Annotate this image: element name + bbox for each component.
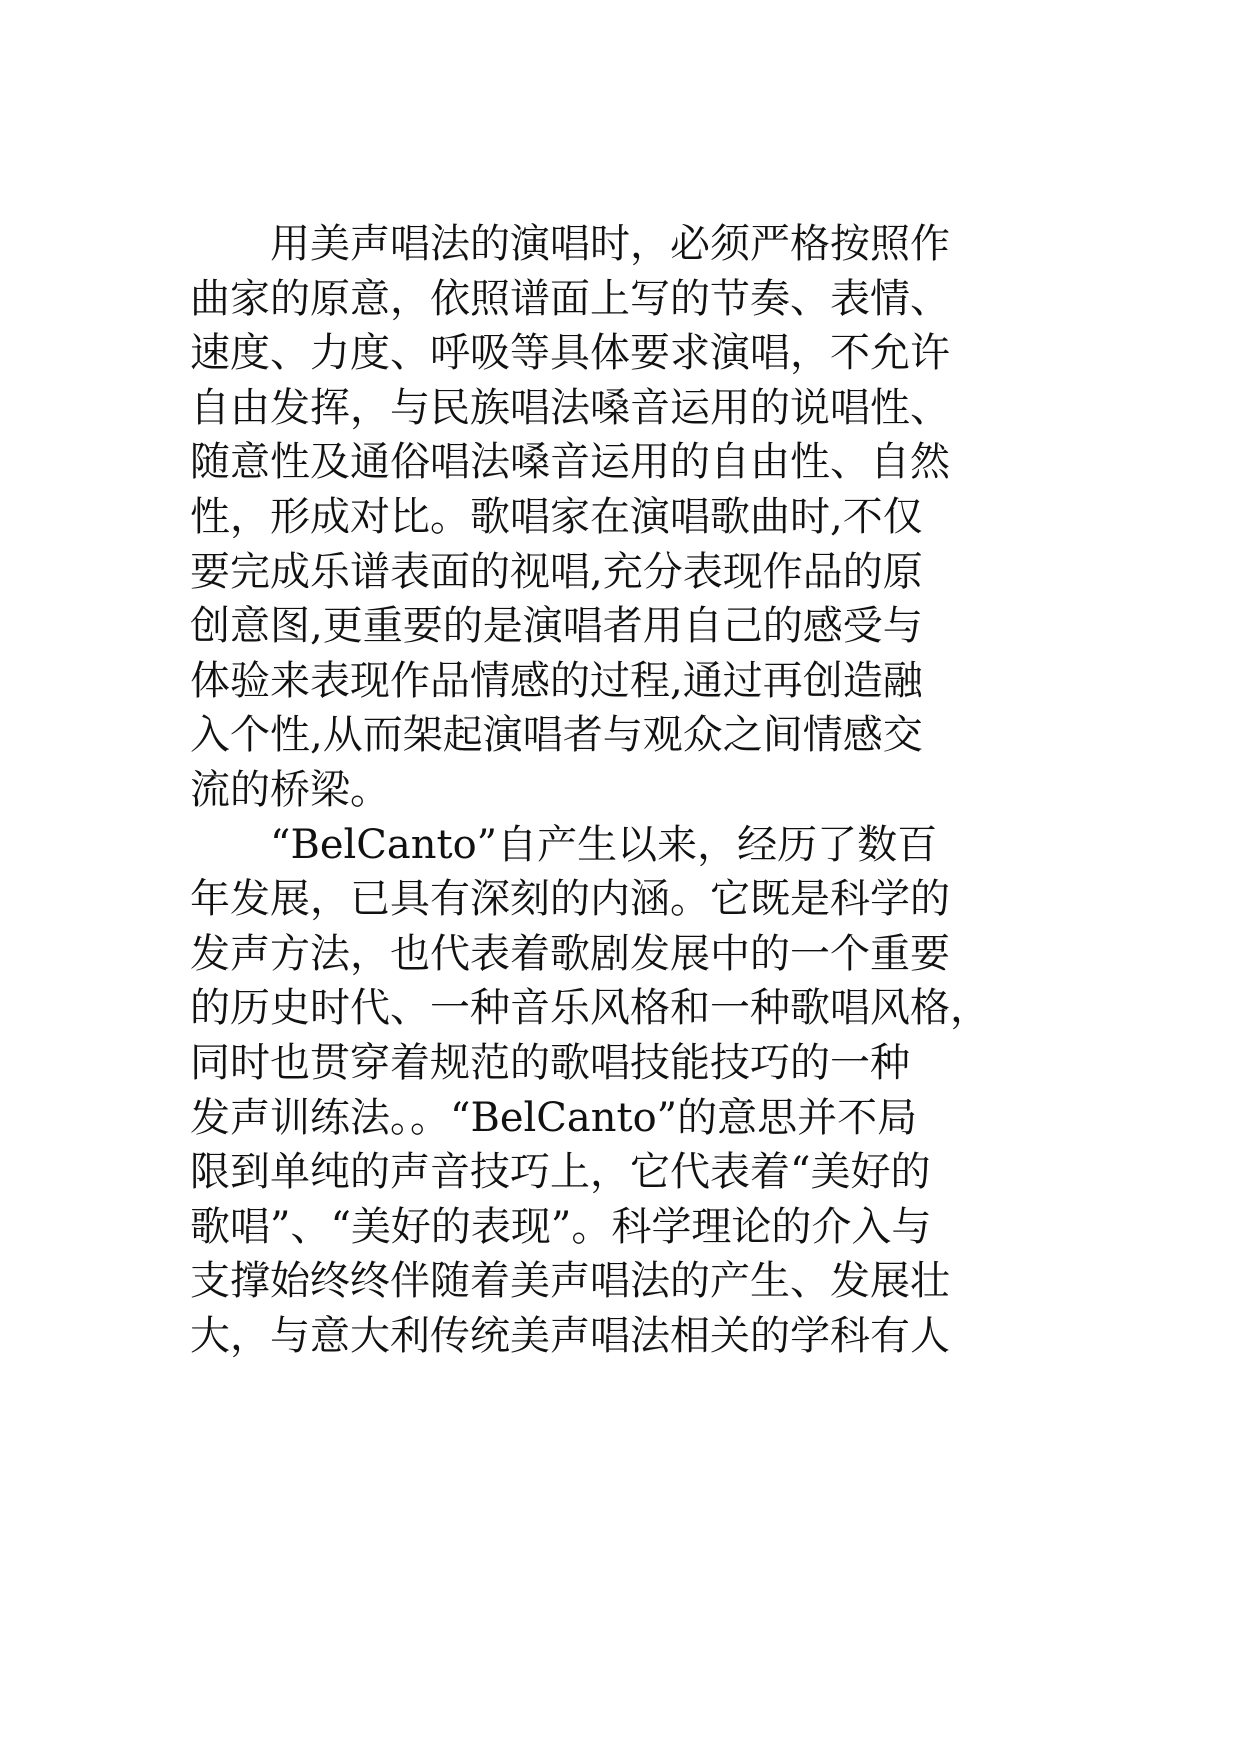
text-line: 入个性,从而架起演唱者与观众之间情感交 [190, 712, 923, 759]
text-line: 发声训练法。。“BelCanto”的意思并不局 [190, 1094, 918, 1141]
text-line: 自由发挥，与民族唱法嗓音运用的说唱性、 [190, 384, 950, 431]
text-line: 限到单纯的声音技巧上，它代表着“美好的 [190, 1149, 931, 1196]
text-line: 用美声唱法的演唱时，必须严格按照作 [270, 221, 950, 267]
text-line: 曲家的原意，依照谱面上写的节奏、表情、 [190, 275, 950, 322]
text-line: 体验来表现作品情感的过程,通过再创造融 [190, 657, 923, 704]
text-line: 性，形成对比。歌唱家在演唱歌曲时,不仅 [190, 493, 923, 540]
text-line: 发声方法，也代表着歌剧发展中的一个重要 [190, 930, 950, 977]
paragraph-1 [190, 217, 1090, 818]
text-line: 支撑始终终伴随着美声唱法的产生、发展壮 [190, 1258, 950, 1305]
text-line: “BelCanto”自产生以来，经历了数百 [270, 821, 938, 868]
text-line: 同时也贯穿着规范的歌唱技能技巧的一种 [190, 1039, 910, 1086]
text-line: 随意性及通俗唱法嗓音运用的自由性、自然 [190, 439, 950, 486]
text-line: 的历史时代、一种音乐风格和一种歌唱风格， [190, 985, 990, 1032]
text-line: 要完成乐谱表面的视唱,充分表现作品的原 [190, 548, 923, 595]
body-text [190, 217, 1090, 1363]
text-line: 大，与意大利传统美声唱法相关的学科有人 [190, 1312, 950, 1359]
text-line: 年发展，已具有深刻的内涵。它既是科学的 [190, 876, 950, 923]
text-line: 创意图,更重要的是演唱者用自己的感受与 [190, 603, 923, 650]
text-line: 流的桥梁。 [190, 766, 390, 813]
text-line: 速度、力度、呼吸等具体要求演唱，不允许 [190, 330, 950, 377]
text-line: 歌唱”、“美好的表现”。科学理论的介入与 [190, 1203, 932, 1250]
paragraph-2 [190, 818, 1090, 1364]
